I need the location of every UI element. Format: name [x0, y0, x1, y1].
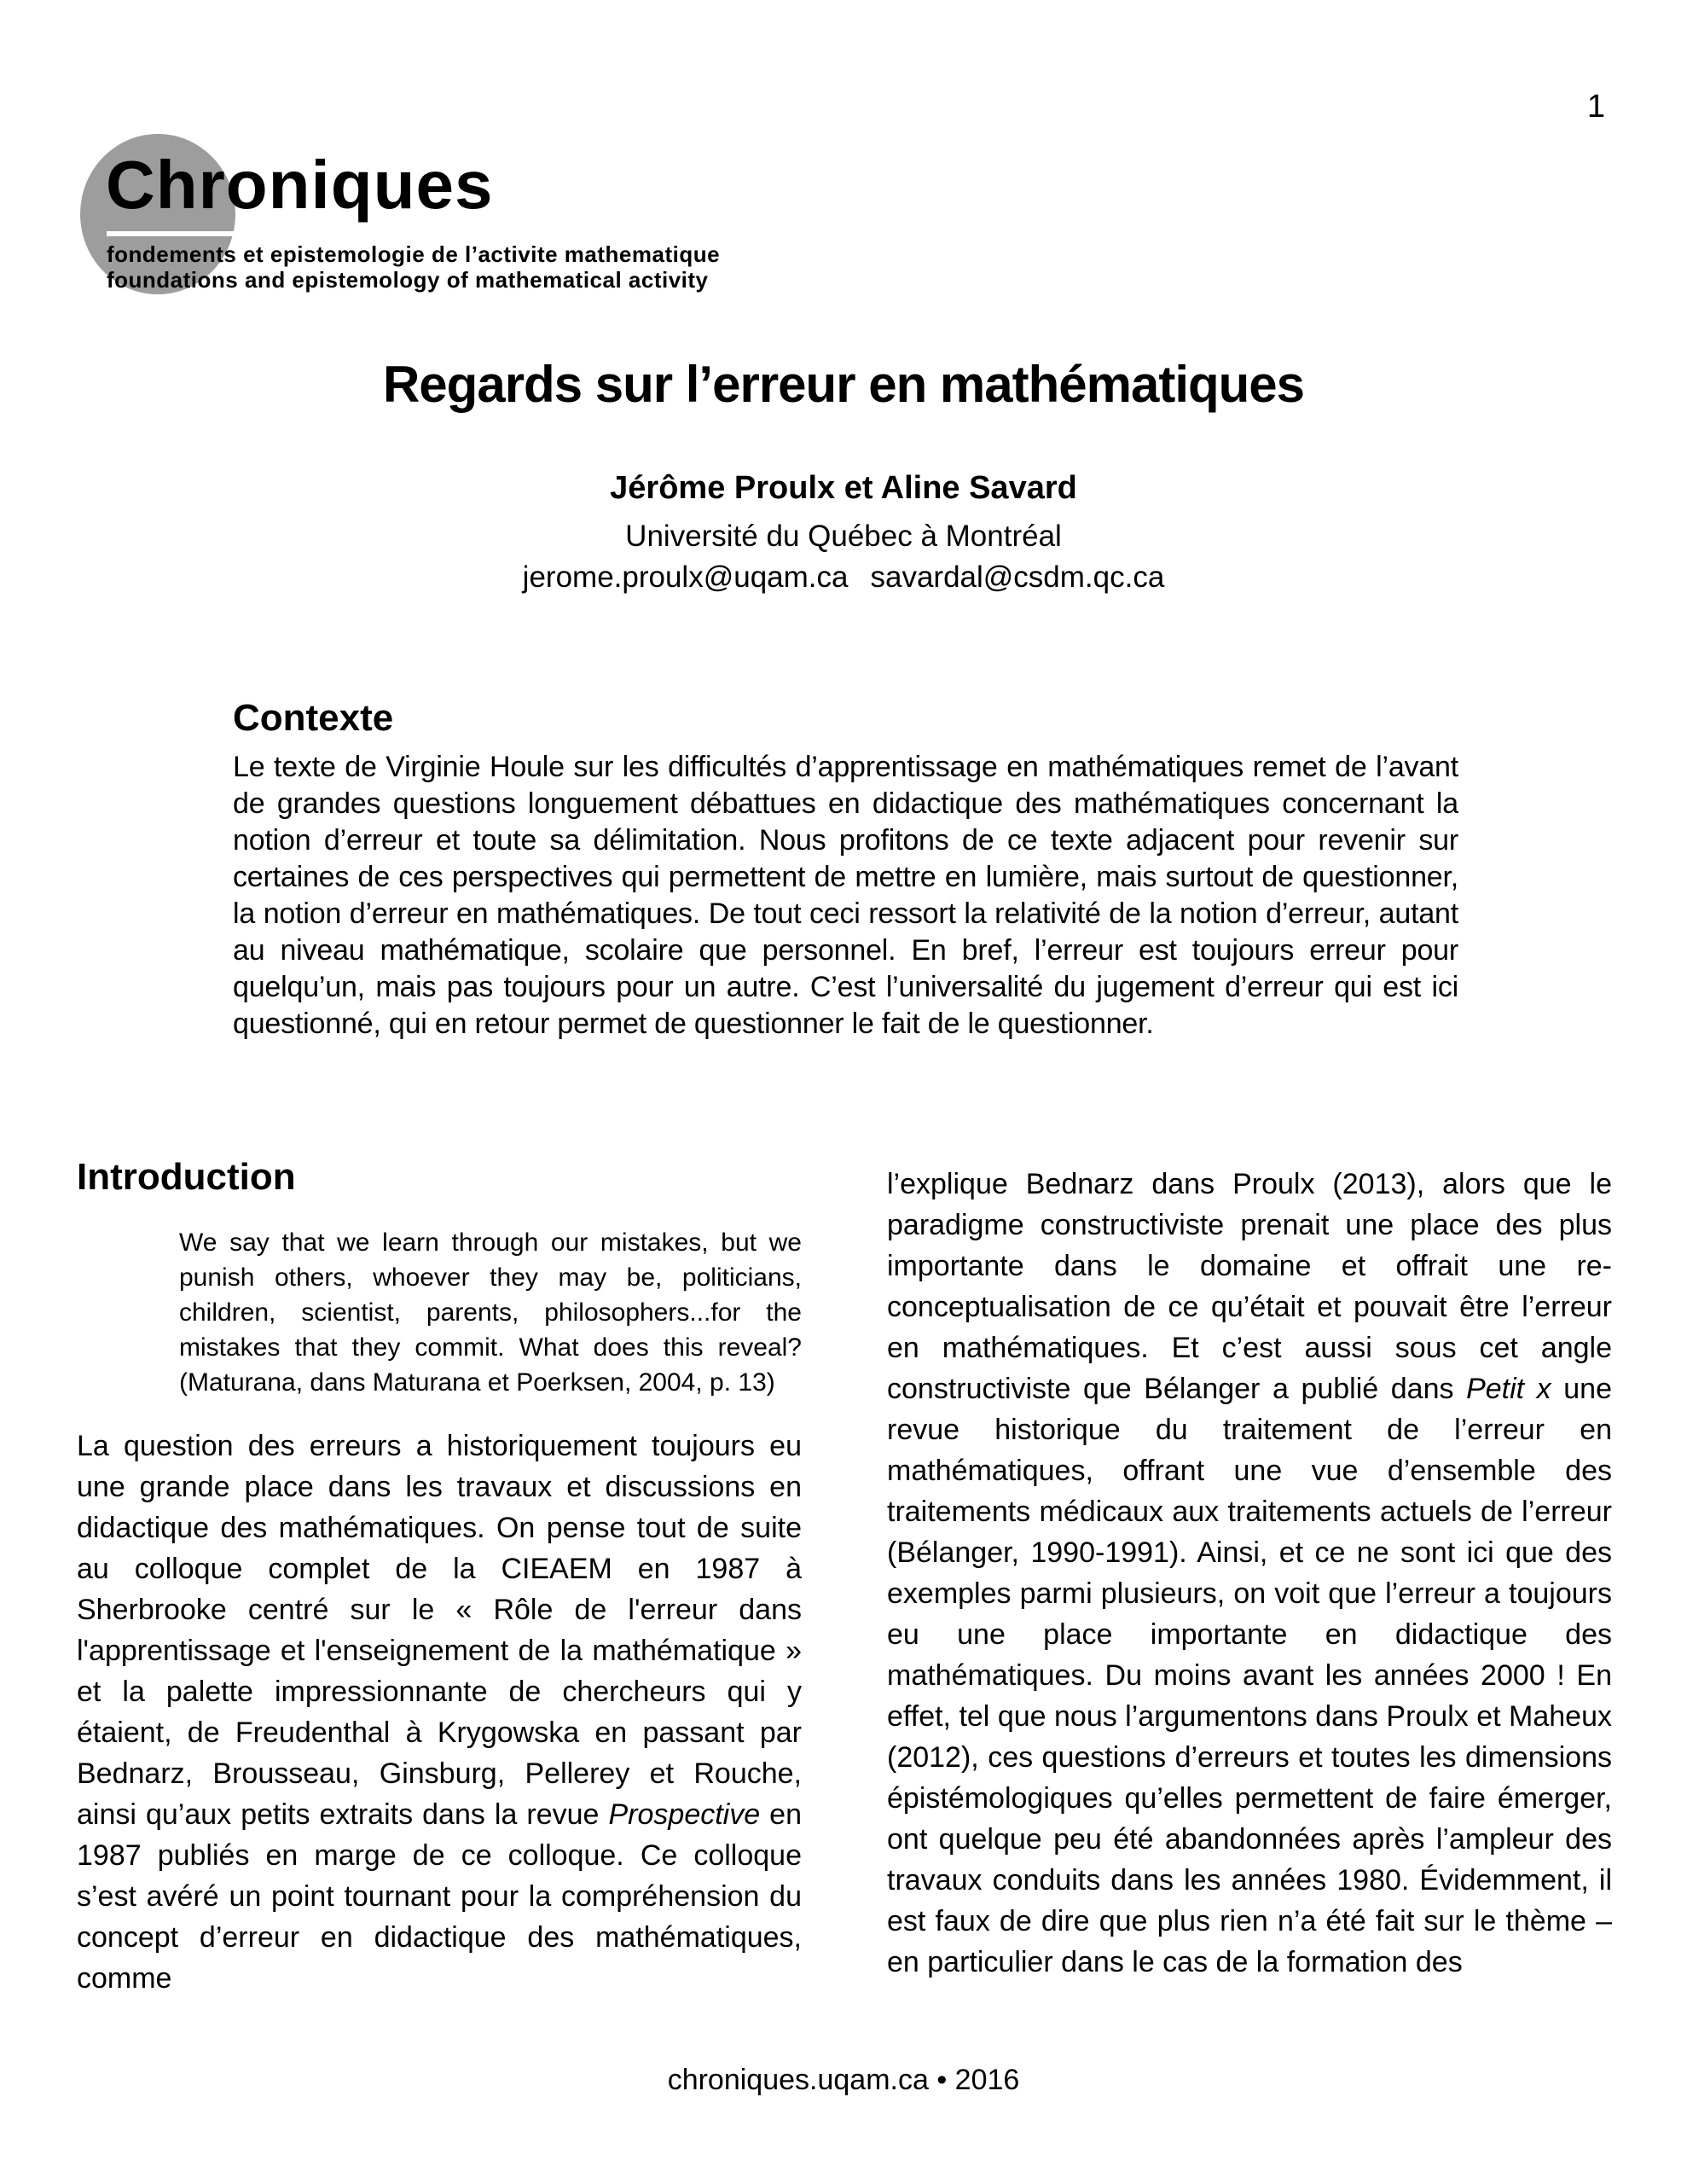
page-footer: chroniques.uqam.ca • 2016 [667, 2064, 1020, 2096]
article-title: Regards sur l’erreur en mathématiques [382, 356, 1305, 413]
logo-underline [107, 231, 241, 236]
introduction-heading: Introduction [77, 1156, 296, 1198]
contexte-body: Le texte de Virginie Houle sur les difficultés d’apprentissage en mathématiques remet de l’avant de grandes questions longuement débattues en didactique des mathématiques concernant la notion d’erreur et toute sa délimitation. Nous profitons de ce texte adjacent pour revenir sur certaines de ces perspectives qui permettent de mettre en lumière, mais surtout de questionner, la notion d’erreur en mathématiques. De tout ceci ressort la relativité de la notion d’erreur, autant au niveau mathématique, scolaire que personnel. En bref, l’erreur est toujours erreur pour quelqu’un, mais pas toujours pour un autre. C’est l’universalité du jugement d’erreur qui est ici questionné, qui en retour permet de questionner le fait de le questionner. [233, 751, 1458, 1040]
left-paragraph-text: La question des erreurs a historiquement toujours eu une grande place dans les travaux et discussions en didactique des mathématiques. On pense tout de suite au colloque complet de la CIEAEM en 1987 à Sherbrooke centré sur le « Rôle de l'erreur dans l'apprentissage et l'enseignement de la mathématique » et la palette impressionnante de chercheurs qui y étaient, de Freudenthal à Krygowska en passant par Bednarz, Brousseau, Ginsburg, Pellerey et Rouche, ainsi qu’aux petits extraits dans la revue [77, 1430, 802, 1831]
right-paragraph-text-cont: une revue historique du traitement de l’erreur en mathématiques, offrant une vue d’ensemble des traitements médicaux aux traitements actuels de l’erreur (Bélanger, 1990-1991). Ainsi, et ce ne sont ici que des exemples parmi plusieurs, on voit que l’erreur a toujours eu une place importante en didactique des mathématiques. Du moins avant les années 2000 ! En effet, tel que nous l’argumentons dans Proulx et Maheux (2012), ces questions d’erreurs et toutes les dimensions épistémologiques qu’elles permettent de faire émerger, ont quelque peu été abandonnées après l’ampleur des travaux conduits dans les années 1980. Évidemment, il est faux de dire que plus rien n’a été fait sur le thème – en particulier dans le cas de la formation des [887, 1373, 1612, 1978]
article-authors: Jérôme Proulx et Aline Savard [610, 470, 1077, 506]
right-column [887, 1159, 1612, 1983]
left-paragraph-text-cont: en 1987 publiés en marge de ce colloque. Ce colloque s’est avéré un point tournant pour la compréhension du concept d’erreur en didactique des mathématiques, comme [77, 1798, 802, 1995]
left-column-paragraph [77, 1426, 802, 1999]
author-email-2: savardal@csdm.qc.ca [870, 561, 1165, 594]
journal-subtitle-en: foundations and epistemology of mathematical activity [107, 267, 709, 293]
epigraph-quote: We say that we learn through our mistakes, but we punish others, whoever they may be, politicians, children, scientist, parents, philosophers...for the mistakes that they commit. What does this reveal? (Maturana, dans Maturana et Poerksen, 2004, p. 13) [179, 1228, 802, 1397]
journal-name-prospective: Prospective [608, 1798, 761, 1831]
journal-logo [80, 134, 831, 313]
article-affiliation: Université du Québec à Montréal [625, 520, 1062, 553]
right-paragraph-text: l’explique Bednarz dans Proulx (2013), alors que le paradigme constructiviste prenait une place des plus importante dans le domaine et offrait une re-conceptualisation de ce qu’était et pouvait être l’erreur en mathématiques. Et c’est aussi sous cet angle constructiviste que Bélanger a publié dans [887, 1168, 1612, 1405]
journal-subtitle-fr: fondements et epistemologie de l’activite mathematique [107, 241, 721, 267]
page-number: 1 [1586, 89, 1605, 125]
contexte-section [233, 697, 1458, 1043]
left-column [77, 1156, 802, 1999]
right-column-paragraph [887, 1164, 1612, 1983]
contexte-heading: Contexte [233, 697, 394, 739]
journal-wordmark: Chroniques [106, 147, 494, 223]
author-email-1: jerome.proulx@uqam.ca [522, 561, 849, 594]
introduction-columns [77, 1156, 1612, 1999]
journal-name-petit-x: Petit x [1466, 1373, 1551, 1405]
author-emails [0, 561, 1687, 595]
